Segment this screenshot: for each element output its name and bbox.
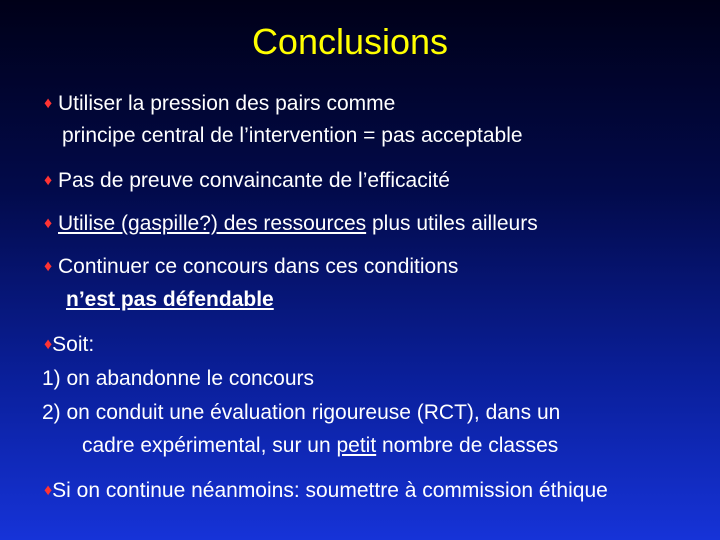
option-2-line-2 <box>82 433 558 459</box>
bullet-2 <box>44 168 450 194</box>
bullet-1-line-1 <box>44 91 395 117</box>
diamond-bullet-icon: ♦ <box>44 258 53 275</box>
option-2-line-1: 2) on conduit une évaluation rigoureuse (RCT), dans un <box>42 401 561 424</box>
bullet-2-text: Pas de preuve convaincante de l’efficacité <box>58 169 450 192</box>
diamond-bullet-icon: ♦ <box>44 482 53 499</box>
diamond-bullet-icon: ♦ <box>44 95 53 112</box>
bullet-6-text: Si on continue néanmoins: soumettre à commission éthique <box>52 479 608 502</box>
bullet-3-underlined-text: Utilise (gaspille?) des ressources <box>58 212 367 235</box>
bullet-3 <box>44 211 538 237</box>
bullet-6 <box>44 478 608 504</box>
diamond-bullet-icon: ♦ <box>44 172 53 189</box>
option-2-underlined-word: petit <box>336 434 377 457</box>
soit-label: Soit: <box>52 333 95 356</box>
bullet-4-line-1 <box>44 254 458 280</box>
diamond-bullet-icon: ♦ <box>44 336 53 353</box>
bullet-3-text: plus utiles ailleurs <box>366 212 538 235</box>
slide-title: Conclusions <box>251 21 449 62</box>
bullet-4-line-2: n’est pas défendable <box>66 288 274 311</box>
option-1: 1) on abandonne le concours <box>42 367 315 390</box>
diamond-bullet-icon: ♦ <box>44 215 53 232</box>
bullet-1-line-2: principe central de l’intervention = pas acceptable <box>62 124 523 147</box>
option-2-text-before: cadre expérimental, sur un <box>82 434 337 457</box>
bullet-1-text: Utiliser la pression des pairs comme <box>58 92 396 115</box>
bullet-5-label <box>44 332 94 358</box>
option-2-text-after: nombre de classes <box>376 434 559 457</box>
bullet-4-text: Continuer ce concours dans ces conditions <box>58 255 459 278</box>
